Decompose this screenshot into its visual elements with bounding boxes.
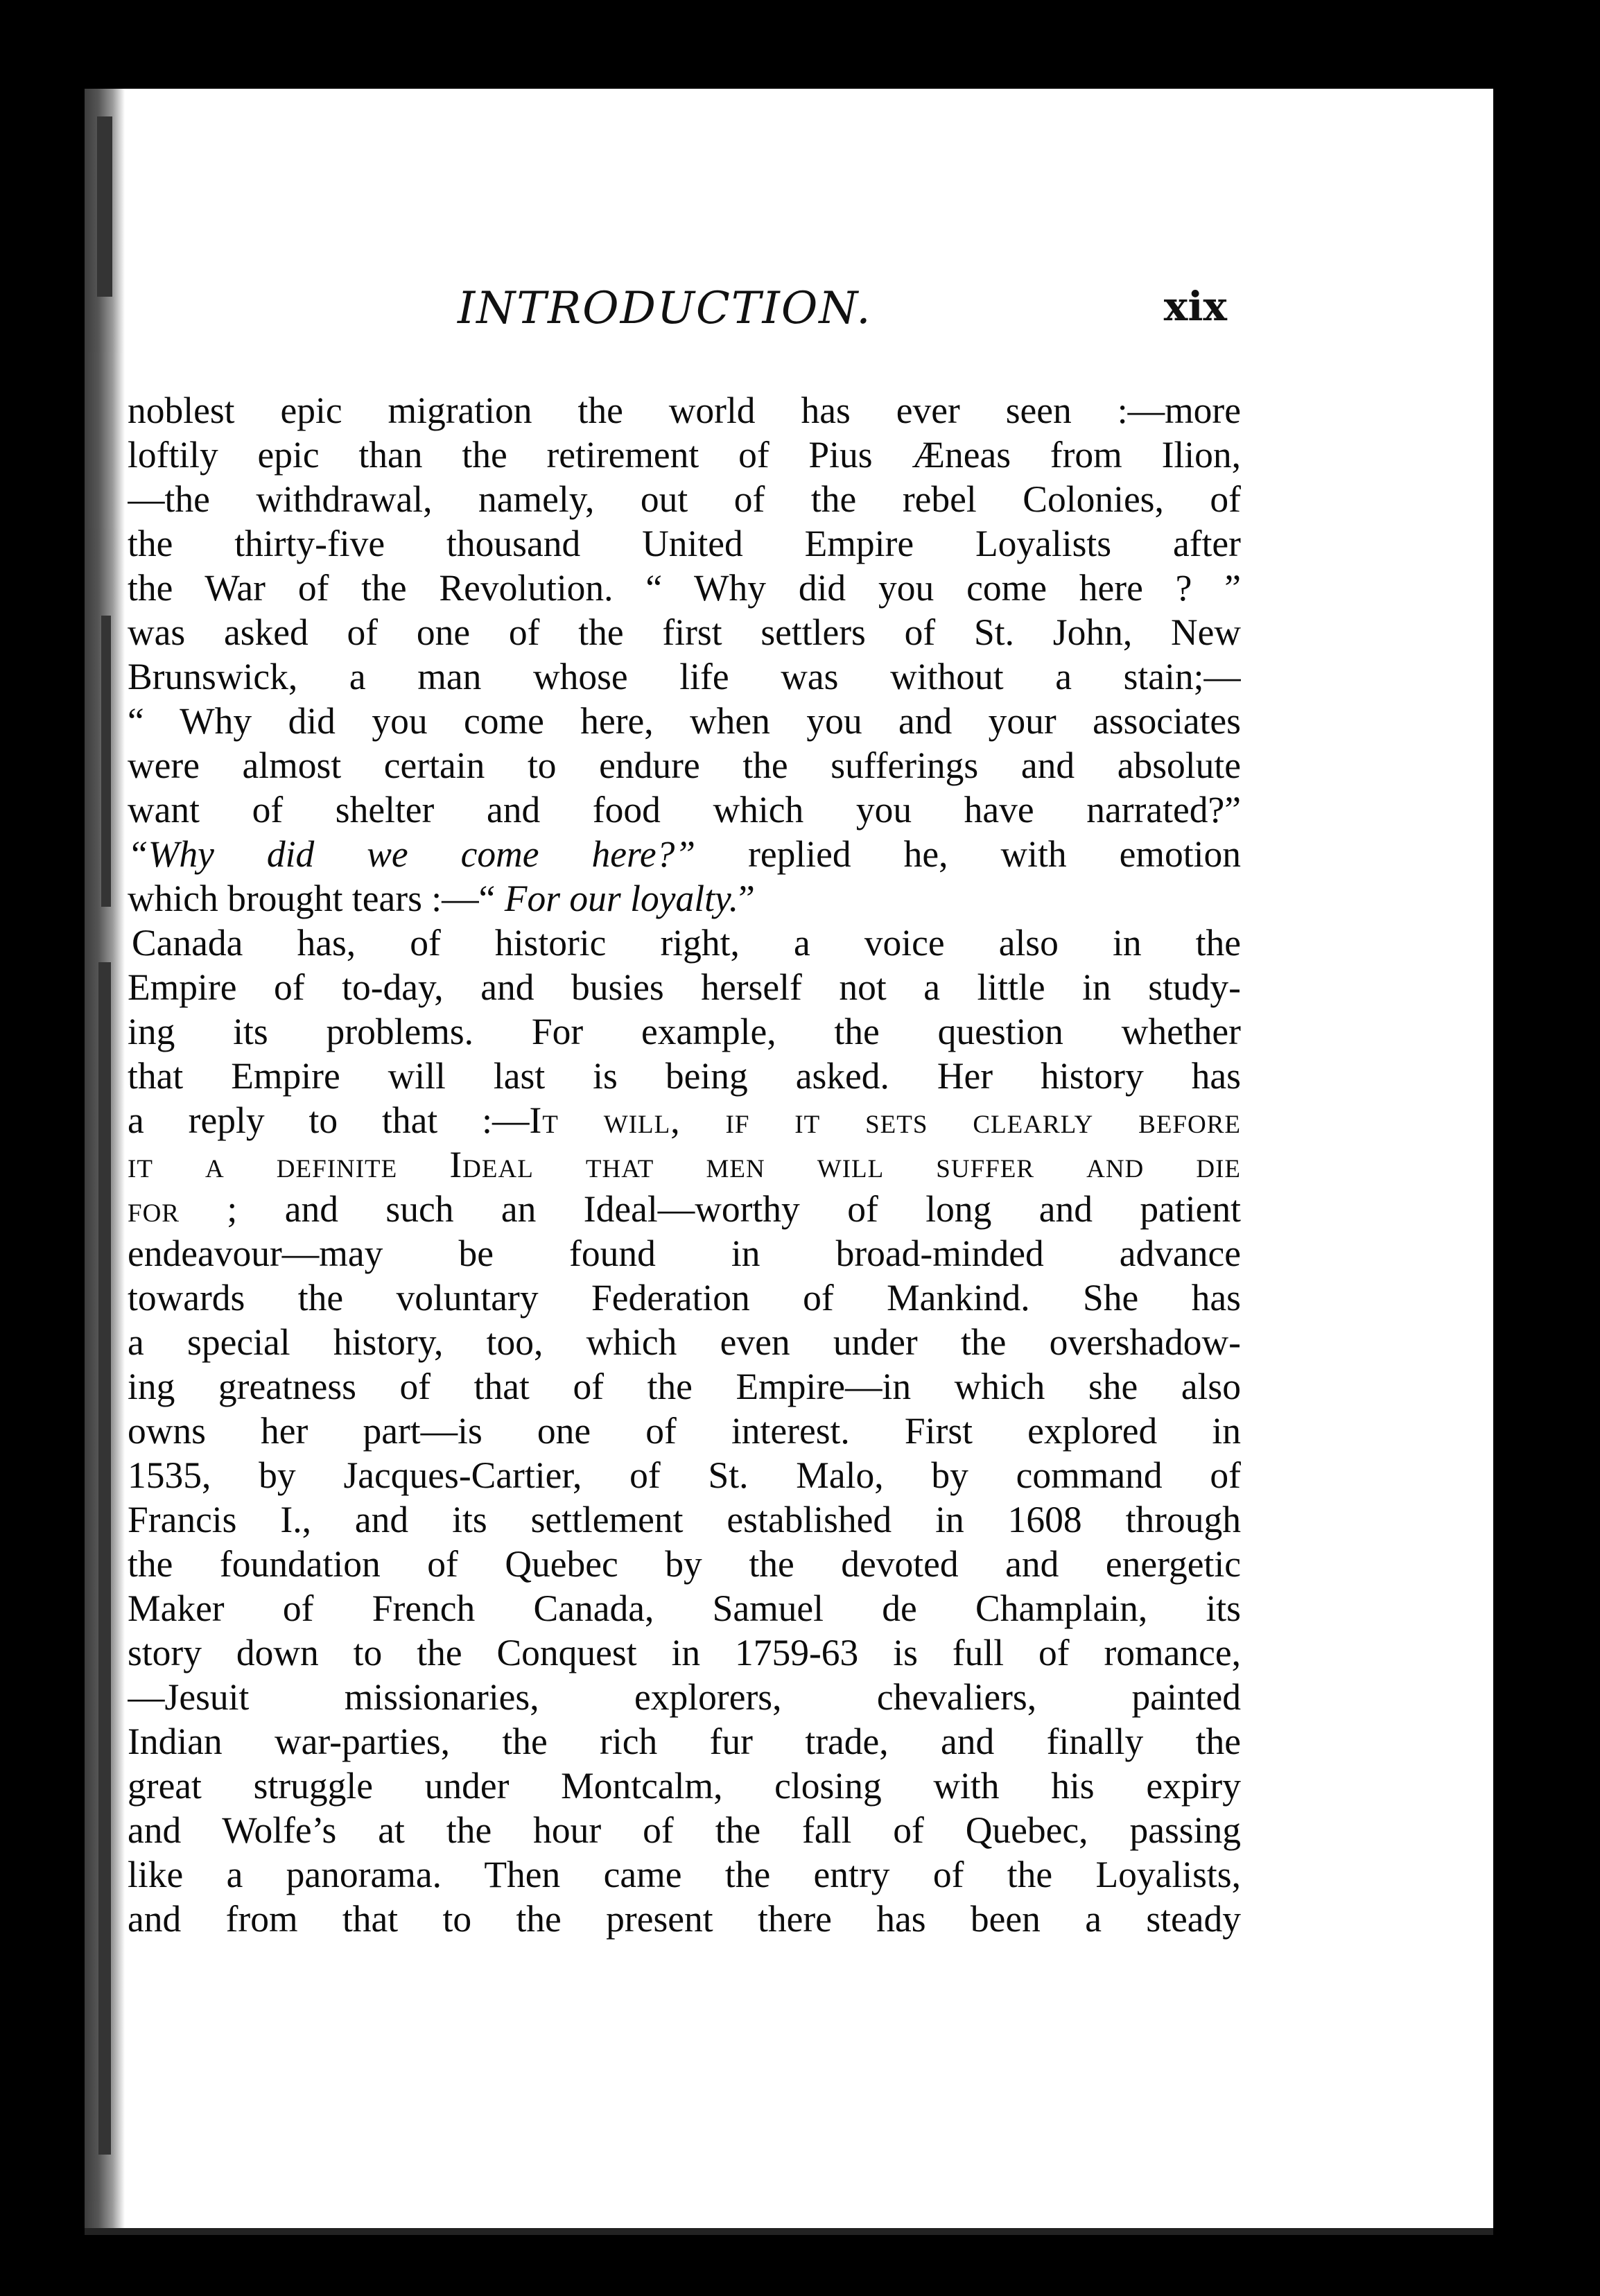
text-line: which brought tears :—“ For our loyalty.”: [128, 878, 755, 919]
text-line: like a panorama. Then came the entry of the Loyalists,: [128, 1854, 1241, 1895]
text-line: “Why did we come here?” replied he, with emotion: [128, 833, 1241, 875]
running-title: INTRODUCTION.: [458, 283, 872, 334]
text-line: great struggle under Montcalm, closing with his expiry: [128, 1765, 1241, 1807]
text-line: a special history, too, which even under the overshadow-: [128, 1321, 1241, 1363]
binding-gutter-shadow: [85, 89, 125, 2235]
text-line: the foundation of Quebec by the devoted and energetic: [128, 1543, 1241, 1585]
text-line: Canada has, of historic right, a voice also in the: [132, 922, 1241, 964]
page-header: [374, 283, 1227, 345]
page-number: xix: [1163, 283, 1227, 330]
text-line: ing greatness of that of the Empire—in which she also: [128, 1366, 1241, 1407]
text-line: was asked of one of the first settlers of St. John, New: [128, 611, 1241, 653]
text-line: loftily epic than the retirement of Pius Æneas from Ilion,: [128, 434, 1241, 476]
small-caps-phrase: It will, if it sets clearly before: [529, 1099, 1241, 1141]
gutter-mark: [101, 616, 111, 907]
text-line: endeavour—may be found in broad-minded advance: [128, 1233, 1241, 1274]
text-line: a reply to that :—It will, if it sets clearly before: [128, 1099, 1241, 1141]
text-line: ing its problems. For example, the question whether: [128, 1011, 1241, 1052]
page-bottom-edge: [85, 2228, 1493, 2235]
text-line: towards the voluntary Federation of Mankind. She has: [128, 1277, 1241, 1319]
text-line: and Wolfe’s at the hour of the fall of Quebec, passing: [128, 1809, 1241, 1851]
text-line: owns her part—is one of interest. First explored in: [128, 1410, 1241, 1452]
text-line: “ Why did you come here, when you and your associates: [128, 700, 1241, 742]
text-line: and from that to the present there has been a steady: [128, 1898, 1241, 1940]
text-line: 1535, by Jacques-Cartier, of St. Malo, by command of: [128, 1454, 1241, 1496]
text-line: —the withdrawal, namely, out of the rebel Colonies, of: [128, 478, 1241, 520]
text-line: Indian war-parties, the rich fur trade, and finally the: [128, 1721, 1241, 1762]
gutter-mark: [97, 116, 112, 297]
text-line: the War of the Revolution. “ Why did you come here ? ”: [128, 567, 1241, 609]
text-line: —Jesuit missionaries, explorers, chevaliers, painted: [128, 1676, 1241, 1718]
italic-quote: For our loyalty.: [504, 878, 739, 919]
text-line: noblest epic migration the world has ever seen :—more: [128, 390, 1241, 431]
text-line: the thirty-five thousand United Empire Loyalists after: [128, 523, 1241, 564]
small-caps-phrase: it a definite Ideal that men will suffer and die: [128, 1144, 1241, 1185]
text-line: Empire of to-day, and busies herself not a little in study-: [128, 966, 1241, 1008]
italic-quote: “Why did we come here?”: [128, 833, 696, 875]
text-line: want of shelter and food which you have narrated?”: [128, 789, 1241, 830]
text-line: that Empire will last is being asked. Her history has: [128, 1055, 1241, 1097]
gutter-mark: [98, 962, 111, 2155]
text-line: [128, 1142, 1241, 1187]
text-line: were almost certain to endure the sufferings and absolute: [128, 745, 1241, 786]
text-line: Francis I., and its settlement established in 1608 through: [128, 1499, 1241, 1540]
text-line: Maker of French Canada, Samuel de Champlain, its: [128, 1588, 1241, 1629]
text-line: Brunswick, a man whose life was without a stain;—: [128, 656, 1241, 697]
text-line: for ; and such an Ideal—worthy of long and patient: [128, 1188, 1241, 1230]
text-line: story down to the Conquest in 1759-63 is full of romance,: [128, 1632, 1241, 1673]
body-text: [128, 388, 1241, 1941]
small-caps-phrase: for: [128, 1188, 180, 1230]
